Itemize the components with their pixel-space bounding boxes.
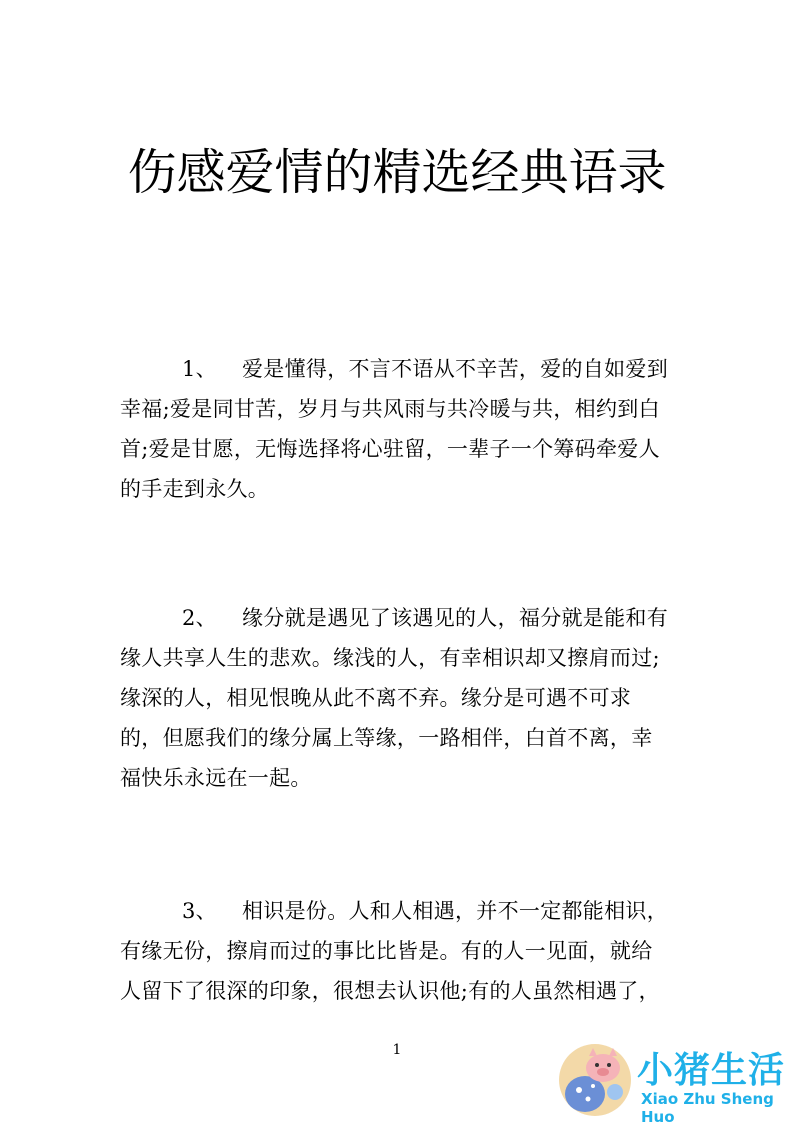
pig-mascot-icon xyxy=(555,1036,633,1118)
watermark-brand-en: Xiao Zhu Sheng Huo xyxy=(641,1090,774,1126)
paragraph-line: 人留下了很深的印象，很想去认识他;有的人虽然相遇了， xyxy=(120,979,660,1003)
line-text: 爱是懂得，不言不语从不辛苦，爱的自如爱到 xyxy=(242,357,668,381)
paragraph-line xyxy=(120,891,680,931)
paragraph-line: 的，但愿我们的缘分属上等缘，一路相伴，白首不离，幸 xyxy=(120,726,653,750)
paragraph-number: 1、 xyxy=(182,357,217,381)
line-text: 缘分就是遇见了该遇见的人，福分就是能和有 xyxy=(242,606,668,630)
paragraph-3 xyxy=(120,891,680,1011)
paragraph-number: 2、 xyxy=(182,606,217,630)
paragraph-line: 幸福;爱是同甘苦，岁月与共风雨与共冷暖与共，相约到白 xyxy=(120,397,660,421)
paragraph-1 xyxy=(120,349,680,509)
paragraph-line: 首;爱是甘愿，无悔选择将心驻留，一辈子一个筹码牵爱人 xyxy=(120,437,660,461)
paragraph-line: 的手走到永久。 xyxy=(120,477,270,501)
paragraph-line: 缘深的人，相见恨晚从此不离不弃。缘分是可遇不可求 xyxy=(120,686,632,710)
paragraph-number: 3、 xyxy=(182,899,217,923)
paragraph-line: 缘人共享人生的悲欢。缘浅的人，有幸相识却又擦肩而过; xyxy=(120,646,660,670)
page-number: 1 xyxy=(392,1042,402,1058)
line-text: 相识是份。人和人相遇，并不一定都能相识， xyxy=(242,899,668,923)
paragraph-line xyxy=(120,349,680,389)
paragraph-2 xyxy=(120,598,680,798)
paragraph-line xyxy=(120,598,680,638)
paragraph-line: 福快乐永远在一起。 xyxy=(120,766,312,790)
paragraph-line: 有缘无份，擦肩而过的事比比皆是。有的人一见面，就给 xyxy=(120,939,653,963)
watermark-brand-cn: 小猪生活 xyxy=(637,1050,786,1091)
watermark xyxy=(555,1036,791,1126)
document-title: 伤感爱情的精选经典语录 xyxy=(127,144,667,201)
